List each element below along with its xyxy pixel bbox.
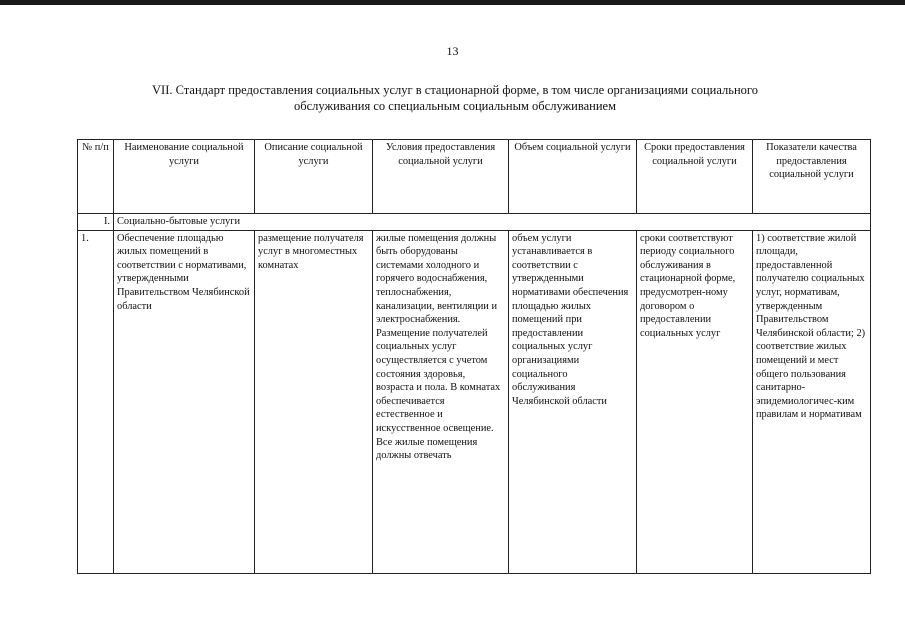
table-section-row — [78, 214, 871, 231]
page-number: 13 — [446, 44, 459, 58]
header-description: Описание социальной услуги — [255, 140, 373, 214]
row-terms: сроки соответствуют периоду социального обслуживания в стационарной форме, предусмотрен-ному договором о предоставлении социальных услуг — [637, 230, 753, 573]
standard-table — [77, 139, 871, 574]
row-description: размещение получателя услуг в многоместных комнатах — [255, 230, 373, 573]
top-border-rule — [0, 0, 905, 5]
section-number: I. — [78, 214, 114, 231]
section-heading-line-2: обслуживания со специальным социальным обслуживанием — [294, 99, 616, 113]
header-terms: Сроки предоставления социальной услуги — [637, 140, 753, 214]
section-heading-line-1: VII. Стандарт предоставления социальных услуг в стационарной форме, в том числе организациями социального — [152, 83, 758, 97]
header-volume: Объем социальной услуги — [509, 140, 637, 214]
row-number: 1. — [78, 230, 114, 573]
header-quality-indicators: Показатели качества предоставления социальной услуги — [753, 140, 871, 214]
header-conditions: Условия предоставления социальной услуги — [373, 140, 509, 214]
header-number: № п/п — [78, 140, 114, 214]
section-heading — [60, 82, 850, 114]
row-volume: объем услуги устанавливается в соответствии с утвержденными нормативами обеспечения площадью жилых помещений при предоставлении социальных услуг организациями социального обслуживания Челябинской области — [509, 230, 637, 573]
table-row — [78, 230, 871, 573]
row-quality-indicators: 1) соответствие жилой площади, предоставленной получателю социальных услуг, нормативам, утвержденным Правительством Челябинской области; 2) соответствие жилых помещений и мест общего пользования санитарно-эпидемиологичес-ким правилам и нормативам — [753, 230, 871, 573]
header-service-name: Наименование социальной услуги — [114, 140, 255, 214]
table-header-row — [78, 140, 871, 214]
row-conditions: жилые помещения должны быть оборудованы системами холодного и горячего водоснабжения, теплоснабжения, канализации, вентиляции и электроснабжения. Размещение получателей социальных услуг осуществляется с учетом состояния здоровья, возраста и пола. В комнатах обеспечивается естественное и искусственное освещение. Все жилые помещения должны отвечать — [373, 230, 509, 573]
section-title: Социально-бытовые услуги — [114, 214, 871, 231]
row-service-name: Обеспечение площадью жилых помещений в соответствии с нормативами, утвержденными Правительством Челябинской области — [114, 230, 255, 573]
